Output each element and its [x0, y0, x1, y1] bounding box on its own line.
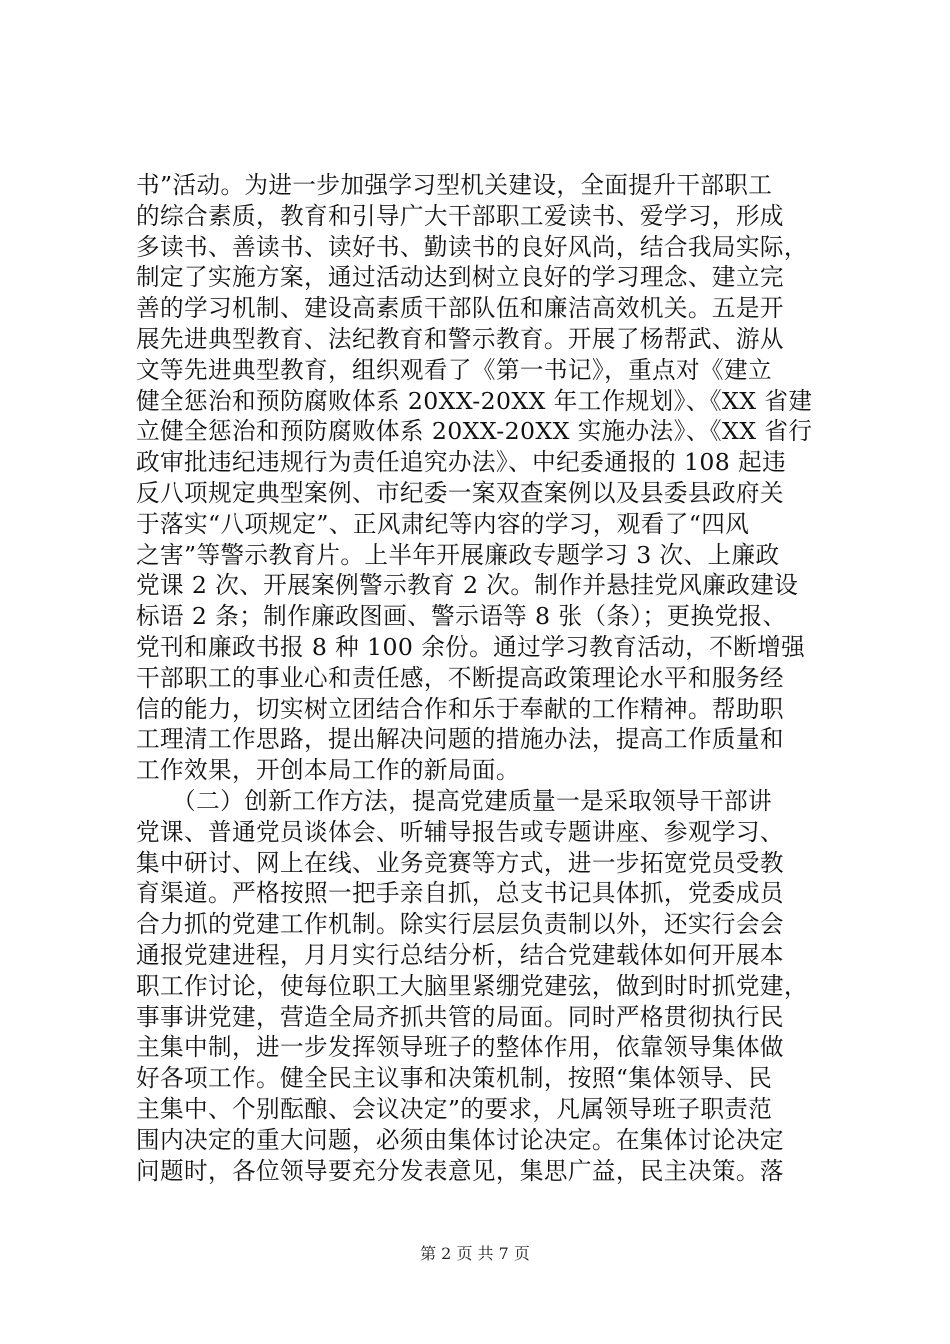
text-line: 育渠道。严格按照一把手亲自抓，总支书记具体抓，党委成员 [136, 879, 784, 908]
text-line: 工作效果，开创本局工作的新局面。 [136, 756, 520, 785]
text-line: 好各项工作。健全民主议事和决策机制，按照“集体领导、民 [136, 1064, 773, 1093]
text-line: 主集中、个别酝酿、会议决定”的要求，凡属领导班子职责范 [136, 1094, 773, 1123]
page-number-footer: 第 2 页 共 7 页 [420, 1244, 530, 1263]
body-text [136, 170, 816, 1186]
text-line: 文等先进典型教育，组织观看了《第一书记》，重点对《建立 [136, 355, 773, 384]
text-line: 信的能力，切实树立团结合作和乐于奉献的工作精神。帮助职 [136, 694, 784, 723]
text-line: （二）创新工作方法，提高党建质量一是采取领导干部讲 [136, 786, 773, 815]
text-line: 于落实“八项规定”、正风肃纪等内容的学习，观看了“四风 [136, 509, 750, 538]
text-line: 合力抓的党建工作机制。除实行层层负责制以外，还实行会会 [136, 910, 784, 939]
text-line: 善的学习机制、建设高素质干部队伍和廉洁高效机关。五是开 [136, 294, 784, 323]
text-line: 制定了实施方案，通过活动达到树立良好的学习理念、建立完 [136, 263, 784, 292]
text-line: 主集中制，进一步发挥领导班子的整体作用，依靠领导集体做 [136, 1033, 784, 1062]
text-line: 多读书、善读书、读好书、勤读书的良好风尚，结合我局实际， [136, 232, 808, 261]
text-line: 集中研讨、网上在线、业务竞赛等方式，进一步拓宽党员受教 [136, 848, 784, 877]
text-line: 问题时，各位领导要充分发表意见，集思广益，民主决策。落 [136, 1156, 784, 1185]
text-line: 的综合素质，教育和引导广大干部职工爱读书、爱学习，形成 [136, 201, 784, 230]
text-line: 通报党建进程，月月实行总结分析，结合党建载体如何开展本 [136, 940, 784, 969]
text-line: 政审批违纪违规行为责任追究办法》、中纪委通报的 108 起违 [136, 448, 787, 477]
text-line: 健全惩治和预防腐败体系 20XX-20XX 年工作规划》、《XX 省建 [136, 386, 813, 415]
text-line: 围内决定的重大问题，必须由集体讨论决定。在集体讨论决定 [136, 1125, 784, 1154]
text-line: 之害”等警示教育片。上半年开展廉政专题学习 3 次、上廉政 [136, 540, 780, 569]
text-line: 党刊和廉政书报 8 种 100 余份。通过学习教育活动，不断增强 [136, 632, 806, 661]
text-line: 立健全惩治和预防腐败体系 20XX-20XX 实施办法》、《XX 省行 [136, 417, 813, 446]
text-line: 干部职工的事业心和责任感，不断提高政策理论水平和服务经 [136, 663, 784, 692]
text-line: 展先进典型教育、法纪教育和警示教育。开展了杨帮武、游从 [136, 324, 784, 353]
text-line: 职工作讨论，使每位职工大脑里紧绷党建弦，做到时时抓党建， [136, 971, 808, 1000]
text-line: 党课 2 次、开展案例警示教育 2 次。制作并悬挂党风廉政建设 [136, 571, 799, 600]
text-line: 标语 2 条；制作廉政图画、警示语等 8 张（条）；更换党报、 [136, 602, 787, 631]
text-line: 党课、普通党员谈体会、听辅导报告或专题讲座、参观学习、 [136, 817, 784, 846]
text-line: 反八项规定典型案例、市纪委一案双查案例以及县委县政府关 [136, 478, 784, 507]
text-line: 书”活动。为进一步加强学习型机关建设，全面提升干部职工 [136, 171, 773, 199]
text-line: 工理清工作思路，提出解决问题的措施办法，提高工作质量和 [136, 725, 784, 754]
text-line: 事事讲党建，营造全局齐抓共管的局面。同时严格贯彻执行民 [136, 1002, 784, 1031]
